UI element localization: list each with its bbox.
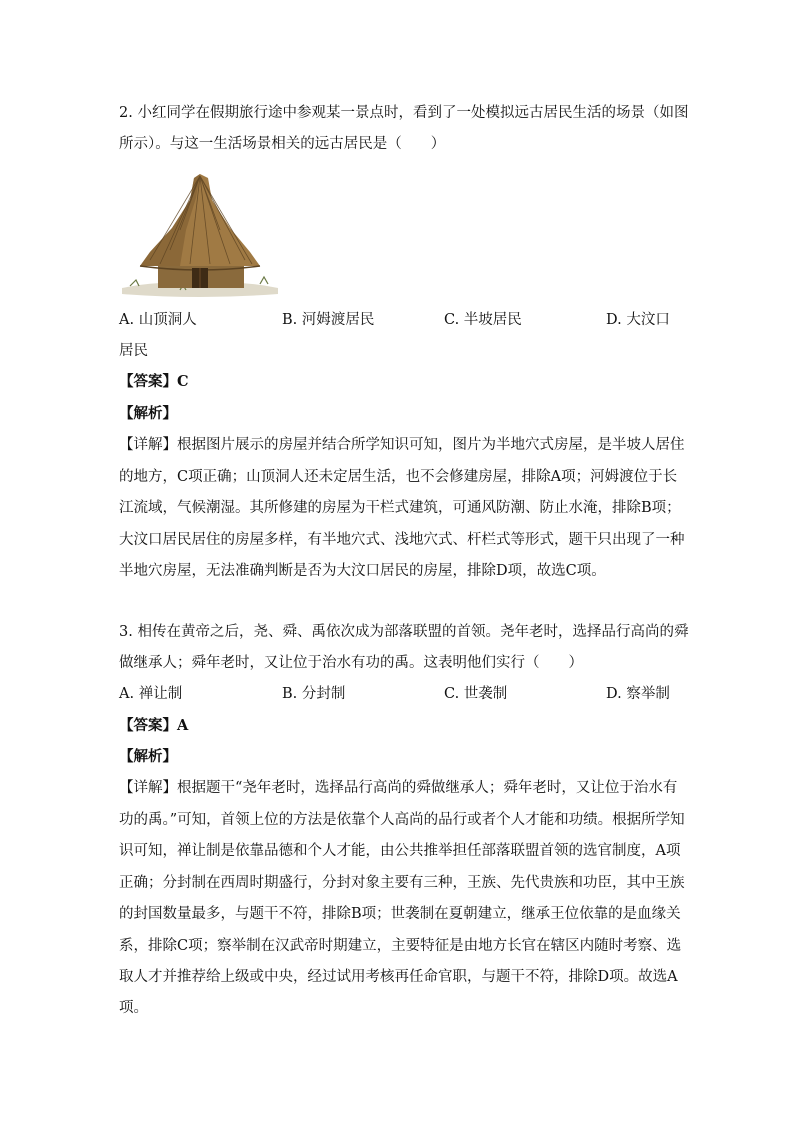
q2-option-a: A. 山顶洞人 (119, 312, 197, 328)
q2-answer: 【答案】C (119, 373, 189, 390)
q3-stem-line-1: 3. 相传在黄帝之后，尧、舜、禹依次成为部落联盟的首领。尧年老时，选择品行高尚的舜 (119, 624, 689, 640)
q2-stem-line-2: 所示）。与这一生活场景相关的远古居民是（ ） (119, 136, 446, 152)
q2-stem-line-1: 2. 小红同学在假期旅行途中参观某一景点时，看到了一处模拟远古居民生活的场景（如图 (119, 105, 689, 121)
q2-option-b: B. 河姆渡居民 (282, 312, 375, 328)
q3-option-b: B. 分封制 (282, 686, 346, 702)
q3-detail-line-1: 【详解】根据题干“尧年老时，选择品行高尚的舜做继承人；舜年老时，又让位于治水有 (119, 780, 678, 796)
q3-answer: 【答案】A (119, 717, 189, 734)
q3-detail-line-7: 取人才并推荐给上级或中央，经过试用考核再任命官职，与题干不符，排除D项。故选A (119, 969, 678, 985)
q3-detail-line-8: 项。 (119, 1000, 148, 1016)
q3-analysis-label: 【解析】 (119, 748, 177, 765)
q3-detail-line-4: 正确；分封制在西周时期盛行，分封对象主要有三种，王族、先代贵族和功臣，其中王族 (119, 875, 685, 891)
q2-detail-line-3: 江流域，气候潮湿。其所修建的房屋为干栏式建筑，可通风防潮、防止水淹，排除B项； (119, 500, 681, 516)
q3-option-c: C. 世袭制 (444, 686, 508, 702)
thatched-hut-illustration (120, 170, 280, 302)
q2-analysis-label: 【解析】 (119, 405, 177, 422)
q3-detail-line-2: 功的禹。”可知，首领上位的方法是依靠个人高尚的品行或者个人才能和功绩。根据所学知 (119, 812, 685, 828)
q3-option-a: A. 禅让制 (119, 686, 183, 702)
q3-detail-line-5: 的封国数量最多，与题干不符，排除B项；世袭制在夏朝建立，继承王位依靠的是血缘关 (119, 906, 681, 922)
q2-detail-line-2: 的地方，C项正确；山顶洞人还未定居生活，也不会修建房屋，排除A项；河姆渡位于长 (119, 469, 678, 485)
q2-option-d: D. 大汶口 (606, 312, 670, 328)
q3-option-d: D. 察举制 (606, 686, 670, 702)
q2-detail-line-5: 半地穴房屋，无法准确判断是否为大汶口居民的房屋，排除D项，故选C项。 (119, 563, 606, 579)
q2-detail-line-4: 大汶口居民居住的房屋多样，有半地穴式、浅地穴式、杆栏式等形式，题干只出现了一种 (119, 532, 685, 548)
q3-detail-line-6: 系，排除C项；察举制在汉武帝时期建立，主要特征是由地方长官在辖区内随时考察、选 (119, 938, 682, 954)
q3-detail-line-3: 识可知，禅让制是依靠品德和个人才能，由公共推举担任部落联盟首领的选官制度，A项 (119, 843, 681, 859)
q2-option-c: C. 半坡居民 (444, 312, 522, 328)
q2-detail-line-1: 【详解】根据图片展示的房屋并结合所学知识可知，图片为半地穴式房屋，是半坡人居住 (119, 437, 685, 453)
q3-stem-line-2: 做继承人；舜年老时，又让位于治水有功的禹。这表明他们实行（ ） (119, 655, 583, 671)
q2-option-d-wrap: 居民 (119, 343, 148, 359)
